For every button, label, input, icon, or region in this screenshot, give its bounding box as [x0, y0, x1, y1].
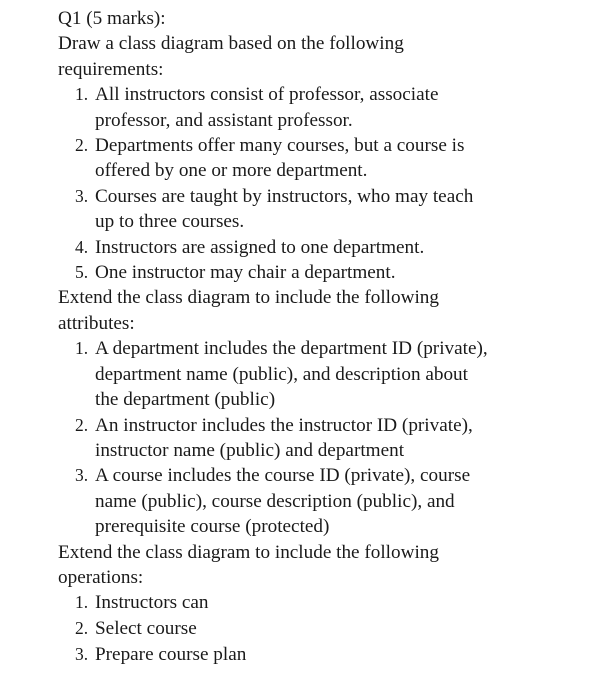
- operations-intro-line-1: Extend the class diagram to include the following: [58, 541, 439, 563]
- list-item-text: All instructors consist of professor, associate: [95, 84, 439, 106]
- attributes-section: [58, 285, 605, 539]
- list-item-text: Departments offer many courses, but a course is: [95, 135, 465, 157]
- list-number: 5.: [75, 262, 89, 283]
- list-number: 4.: [75, 236, 89, 257]
- list-item-text: up to three courses.: [95, 211, 245, 233]
- requirements-section: [58, 31, 605, 285]
- attributes-intro-line-1: Extend the class diagram to include the following: [58, 287, 439, 309]
- requirements-intro-line-2: requirements:: [58, 58, 164, 80]
- list-item-text: One instructor may chair a department.: [95, 262, 396, 284]
- list-item-text: department name (public), and description about: [95, 363, 468, 385]
- list-item-text: instructor name (public) and department: [95, 439, 405, 461]
- list-item-text: Prepare course plan: [95, 643, 247, 665]
- attributes-intro-line-2: attributes:: [58, 312, 135, 334]
- requirement-item-3: [58, 184, 605, 235]
- requirement-item-4: [58, 235, 605, 260]
- list-item-text: An instructor includes the instructor ID (private),: [95, 414, 473, 436]
- attributes-list: [58, 336, 605, 539]
- list-number: 2.: [75, 618, 89, 639]
- attribute-item-1: [58, 336, 605, 412]
- list-item-text: Courses are taught by instructors, who may teach: [95, 185, 474, 207]
- operation-item-1: [58, 590, 605, 615]
- operations-intro-line-2: operations:: [58, 566, 144, 588]
- requirement-item-5: [58, 260, 605, 285]
- list-number: 3.: [75, 643, 89, 664]
- list-item-text: prerequisite course (protected): [95, 516, 330, 538]
- list-item-text: A department includes the department ID (private),: [95, 338, 488, 360]
- list-item-text: Select course: [95, 618, 197, 640]
- list-item-text: offered by one or more department.: [95, 160, 368, 182]
- requirements-list: [58, 82, 605, 285]
- list-item-text: professor, and assistant professor.: [95, 109, 353, 131]
- list-number: 3.: [75, 185, 89, 206]
- attribute-item-3: [58, 463, 605, 539]
- list-number: 1.: [75, 592, 89, 613]
- list-number: 1.: [75, 84, 89, 105]
- operations-section: [58, 540, 605, 668]
- list-item-text: name (public), course description (public), and: [95, 490, 455, 512]
- list-item-text: Instructors are assigned to one department.: [95, 236, 425, 258]
- attribute-item-2: [58, 413, 605, 464]
- requirement-item-1: [58, 82, 605, 133]
- operation-item-3: [58, 642, 605, 667]
- list-number: 1.: [75, 338, 89, 359]
- operation-item-2: [58, 616, 605, 641]
- operations-list: [58, 590, 605, 667]
- list-item-text: Instructors can: [95, 592, 209, 614]
- requirement-item-2: [58, 133, 605, 184]
- list-number: 2.: [75, 414, 89, 435]
- list-number: 3.: [75, 465, 89, 486]
- list-number: 2.: [75, 135, 89, 156]
- requirements-intro-line-1: Draw a class diagram based on the following: [58, 33, 404, 55]
- question-heading: Q1 (5 marks):: [58, 8, 166, 29]
- list-item-text: A course includes the course ID (private), course: [95, 465, 471, 487]
- list-item-text: the department (public): [95, 389, 276, 411]
